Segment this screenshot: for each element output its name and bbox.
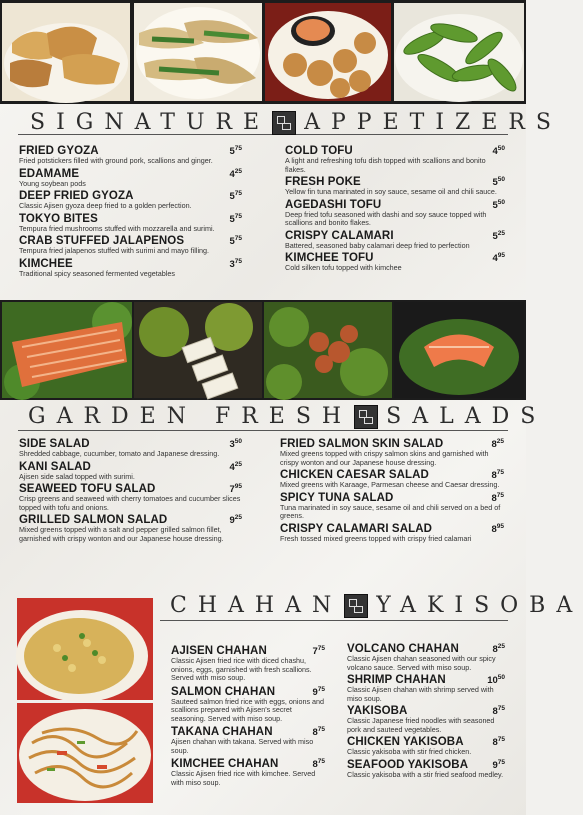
- item-description: Young soybean pods: [19, 178, 86, 188]
- menu-item: [347, 705, 507, 734]
- salmon-sashimi-salad-photo: [394, 302, 524, 398]
- item-description: Tuna marinated in soy sauce, sesame oil and chili served on a bed of greens.: [280, 502, 501, 520]
- divider-rule: [160, 620, 508, 621]
- section-title-right: SALADS: [386, 404, 547, 429]
- item-description: Crisp greens and seaweed with cherry tomatoes and cucumber slices topped with tofu and onions.: [19, 494, 241, 512]
- menu-item: [285, 145, 507, 174]
- item-price: $10^{50}$: [487, 674, 505, 686]
- item-name: GRILLED SALMON SALAD: [19, 514, 168, 526]
- calamari-photo: [265, 3, 391, 101]
- item-price: $8^{75}$: [491, 469, 504, 481]
- item-description: Classic Japanese fried noodles with seasoned pork and sauteed vegetables.: [347, 716, 495, 734]
- item-description: Cold silken tofu topped with kimchee: [285, 263, 402, 272]
- salads-left-column: [19, 438, 244, 544]
- section-title-salads: [28, 404, 546, 429]
- edamame-photo: [394, 3, 524, 101]
- menu-item: [19, 190, 244, 211]
- item-price: $4^{25}$: [229, 460, 242, 473]
- menu-item: [280, 492, 506, 521]
- gyoza-photo: [2, 3, 130, 101]
- yakisoba-noodles-photo: [17, 703, 153, 803]
- item-price: $9^{75}$: [312, 685, 325, 698]
- item-name: TOKYO BITES: [19, 212, 98, 225]
- menu-item: [19, 235, 244, 256]
- item-price: $5^{75}$: [229, 235, 242, 247]
- crab-jalapenos-photo: [134, 3, 262, 101]
- item-name: SEAWEED TOFU SALAD: [19, 483, 156, 495]
- item-description: Tempura fried jalapenos stuffed with surimi and mayo filling.: [19, 246, 210, 255]
- item-name: SPICY TUNA SALAD: [280, 491, 394, 504]
- item-name: KIMCHEE TOFU: [285, 252, 374, 264]
- section-title-left: CHAHAN: [170, 593, 343, 618]
- item-description: Classic yakisoba with stir fried chicken.: [347, 747, 472, 756]
- chahan-middle-column: [171, 645, 327, 788]
- item-price: $5^{75}$: [229, 190, 242, 202]
- menu-item: [171, 645, 327, 683]
- item-description: Mixed greens with Karaage, Parmesan cheese and Caesar dressing.: [280, 480, 500, 489]
- item-description: Battered, seasoned baby calamari deep fried to perfection: [285, 240, 470, 250]
- section-title-chahan: [170, 593, 583, 618]
- item-price: $5^{25}$: [492, 229, 505, 242]
- item-name: VOLCANO CHAHAN: [347, 643, 459, 655]
- item-price: $8^{75}$: [312, 726, 325, 738]
- menu-item: [171, 686, 327, 724]
- item-name: COLD TOFU: [285, 145, 353, 157]
- menu-item: [19, 258, 244, 279]
- item-name: CRAB STUFFED JALAPENOS: [19, 235, 185, 247]
- item-price: $8^{75}$: [312, 758, 325, 770]
- item-description: A light and refreshing tofu dish topped with scallions and bonito flakes.: [285, 156, 486, 174]
- item-name: AGEDASHI TOFU: [285, 198, 382, 211]
- item-price: $7^{75}$: [312, 645, 325, 657]
- item-price: $4^{50}$: [492, 145, 505, 157]
- item-description: Mixed greens topped with crispy salmon skins and garnished with crispy wonton and our Japanese house dressing.: [280, 449, 489, 467]
- item-name: FRIED GYOZA: [19, 145, 99, 157]
- menu-item: [285, 176, 507, 197]
- item-description: Fresh tossed mixed greens topped with crispy fried calamari: [280, 533, 472, 543]
- salads-right-column: [280, 438, 506, 544]
- item-price: $4^{25}$: [229, 167, 242, 180]
- item-price: $8^{75}$: [492, 705, 505, 717]
- item-name: KANI SALAD: [19, 460, 91, 473]
- item-price: $3^{50}$: [229, 438, 242, 450]
- item-description: Mixed greens topped with a salt and pepper grilled salmon fillet, garnished with crispy wonton and our Japanese house dressing.: [19, 525, 224, 543]
- item-name: CRISPY CALAMARI: [285, 229, 394, 242]
- item-name: TAKANA CHAHAN: [171, 726, 273, 738]
- menu-item: [280, 469, 506, 490]
- item-name: CHICKEN CAESAR SALAD: [280, 469, 429, 481]
- item-name: SHRIMP CHAHAN: [347, 674, 446, 686]
- menu-item: [19, 145, 244, 166]
- item-name: AJISEN CHAHAN: [171, 645, 267, 657]
- item-price: $4^{95}$: [492, 252, 505, 264]
- menu-item: [347, 643, 507, 672]
- item-name: SIDE SALAD: [19, 438, 90, 450]
- item-price: $5^{75}$: [229, 212, 242, 225]
- divider-rule: [18, 430, 508, 431]
- item-name: FRESH POKE: [285, 176, 361, 188]
- menu-item: [285, 252, 507, 273]
- item-price: $8^{75}$: [491, 491, 504, 504]
- menu-item: [19, 438, 244, 459]
- item-name: KIMCHEE: [19, 257, 73, 270]
- item-name: KIMCHEE CHAHAN: [171, 758, 279, 770]
- menu-item: [347, 674, 507, 703]
- item-price: $8^{25}$: [492, 643, 505, 655]
- item-name: SEAFOOD YAKISOBA: [347, 758, 469, 771]
- section-title-right: YAKISOBA: [376, 593, 583, 618]
- item-description: Classic yakisoba with a stir fried seafood medley.: [347, 769, 504, 779]
- item-description: Ajisen chahan with takana. Served with miso soup.: [171, 737, 314, 755]
- menu-item: [171, 758, 327, 787]
- item-description: Shredded cabbage, cucumber, tomato and Japanese dressing.: [19, 449, 220, 458]
- grilled-salmon-photo: [2, 302, 132, 398]
- item-name: DEEP FRIED GYOZA: [19, 190, 134, 202]
- menu-item: [19, 461, 244, 482]
- menu-item: [19, 168, 244, 189]
- chahan-right-column: [347, 643, 507, 780]
- seaweed-tofu-salad-photo: [134, 302, 262, 398]
- menu-item: [347, 759, 507, 780]
- menu-item: [19, 483, 244, 512]
- menu-item: [347, 736, 507, 757]
- item-description: Traditional spicy seasoned fermented vegetables: [19, 268, 175, 278]
- menu-item: [285, 199, 507, 228]
- item-name: SALMON CHAHAN: [171, 685, 276, 698]
- item-description: Classic Ajisen fried rice with diced chashu, onions, eggs, garnished with fresh scallions. Served with miso soup.: [171, 656, 312, 682]
- item-price: $8^{95}$: [491, 522, 504, 535]
- item-name: CHICKEN YAKISOBA: [347, 736, 464, 748]
- item-description: Fried potstickers filled with ground pork, scallions and ginger.: [19, 156, 213, 165]
- menu-item: [19, 213, 244, 234]
- section-title-right: APPETIZERS: [304, 110, 563, 135]
- item-name: CRISPY CALAMARI SALAD: [280, 522, 433, 535]
- item-price: $5^{50}$: [492, 198, 505, 211]
- item-name: YAKISOBA: [347, 705, 408, 717]
- item-price: $5^{50}$: [492, 176, 505, 188]
- item-price: $7^{95}$: [229, 483, 242, 495]
- menu-item: [171, 726, 327, 755]
- item-description: Tempura fried mushrooms stuffed with mozzarella and surimi.: [19, 223, 215, 233]
- item-name: FRIED SALMON SKIN SALAD: [280, 438, 444, 450]
- item-price: $9^{25}$: [229, 514, 242, 526]
- item-price: $5^{75}$: [229, 145, 242, 157]
- item-description: Classic Ajisen fried rice with kimchee. Served with miso soup.: [171, 769, 316, 787]
- item-price: $3^{75}$: [229, 257, 242, 270]
- menu-item: [280, 438, 506, 467]
- ajisen-logo-icon: [354, 405, 378, 429]
- section-title-appetizers: [30, 110, 562, 135]
- item-description: Classic Ajisen gyoza deep fried to a golden perfection.: [19, 201, 192, 210]
- appetizers-left-column: [19, 145, 244, 279]
- item-description: Yellow fin tuna marinated in soy sauce, sesame oil and chili sauce.: [285, 187, 497, 196]
- spicy-tuna-salad-photo: [264, 302, 392, 398]
- item-price: $8^{25}$: [491, 438, 504, 450]
- section-title-left: GARDEN FRESH: [28, 404, 353, 429]
- ajisen-logo-icon: [344, 594, 368, 618]
- item-description: Ajisen side salad topped with surimi.: [19, 471, 135, 481]
- item-description: Deep fried tofu seasoned with dashi and soy sauce topped with scallions and bonito flakes.: [285, 209, 487, 227]
- section-title-left: SIGNATURE: [30, 110, 271, 135]
- ajisen-logo-icon: [272, 111, 296, 135]
- appetizers-right-column: [285, 145, 507, 274]
- item-name: EDAMAME: [19, 167, 80, 180]
- chahan-fried-rice-photo: [17, 598, 153, 700]
- menu-item: [285, 230, 507, 251]
- item-price: $8^{75}$: [492, 736, 505, 748]
- menu-item: [280, 523, 506, 544]
- item-description: Sauteed salmon fried rice with eggs, onions and scallions prepared with Ajisen's secret seasoning. Served with miso soup.: [171, 696, 325, 723]
- item-price: $9^{75}$: [492, 758, 505, 771]
- item-description: Classic Ajisen chahan with shrimp served with miso soup.: [347, 685, 494, 703]
- item-description: Classic Ajisen chahan seasoned with our spicy volcano sauce. Served with miso soup.: [347, 654, 496, 672]
- menu-item: [19, 514, 244, 543]
